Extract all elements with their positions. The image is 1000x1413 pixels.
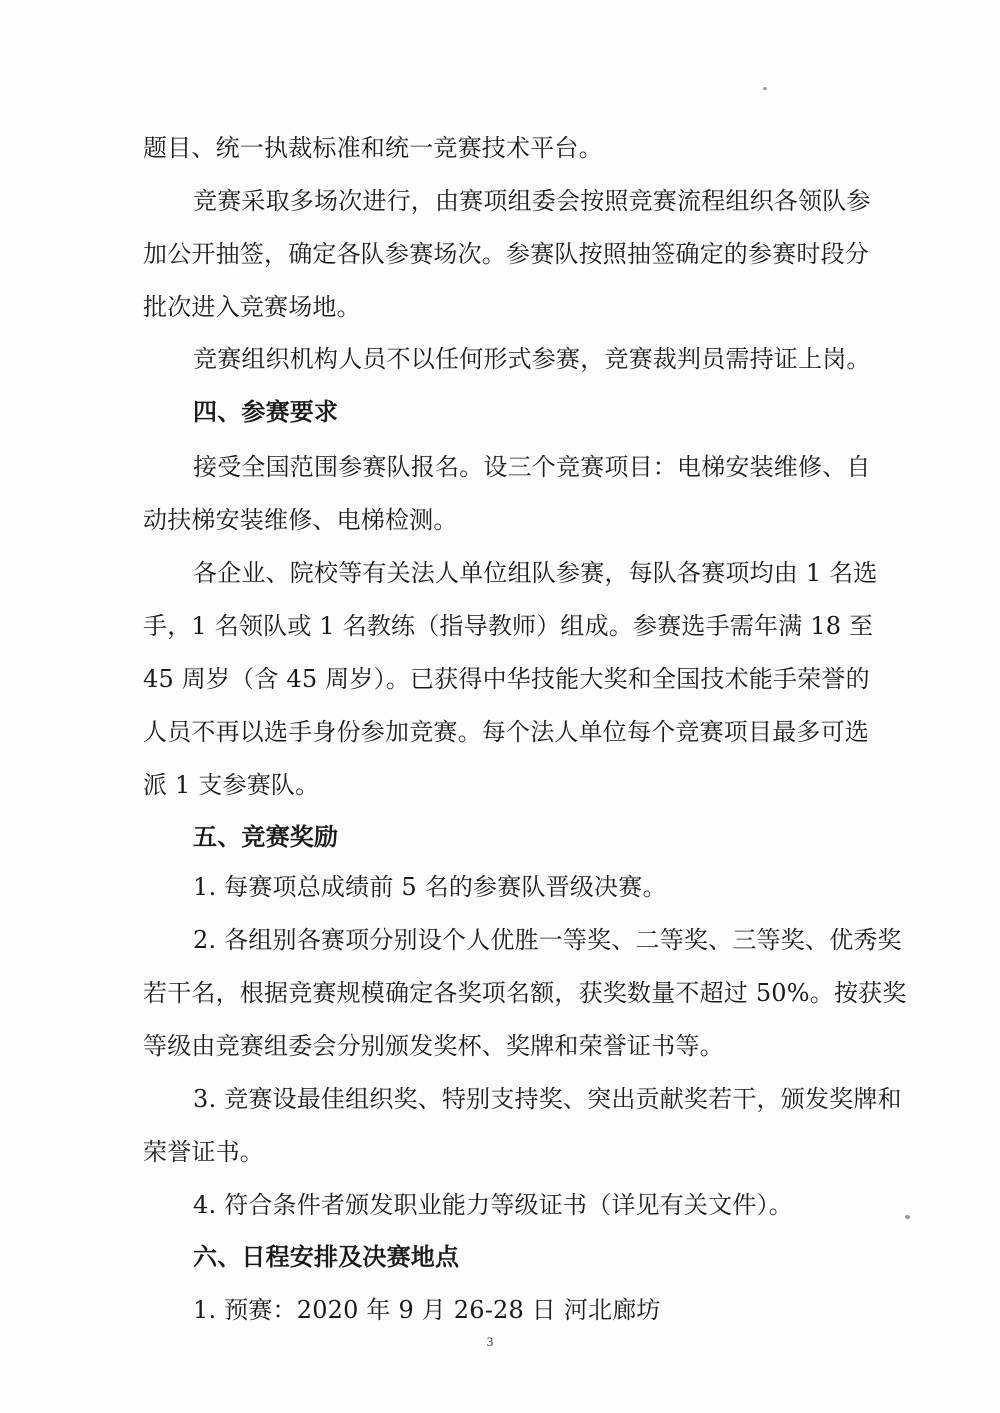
list-item: 4. 符合条件者颁发职业能力等级证书（详见有关文件）。 — [193, 1191, 793, 1219]
paragraph-line: 派 1 支参赛队。 — [143, 771, 320, 799]
paragraph-line: 加公开抽签，确定各队参赛场次。参赛队按照抽签确定的参赛时段分 — [143, 240, 869, 268]
page-number: 3 — [486, 1334, 494, 1349]
paragraph-line: 接受全国范围参赛队报名。设三个竞赛项目：电梯安装维修、自 — [193, 453, 871, 481]
scan-speck — [905, 1215, 910, 1219]
list-item: 2. 各组别各赛项分别设个人优胜一等奖、二等奖、三等奖、优秀奖 — [193, 926, 902, 954]
section-heading: 六、日程安排及决赛地点 — [193, 1243, 460, 1271]
paragraph-line: 题目、统一执裁标准和统一竞赛技术平台。 — [143, 134, 603, 162]
paragraph-line: 手，1 名领队或 1 名教练（指导教师）组成。参赛选手需年满 18 至 — [143, 612, 874, 640]
paragraph-line: 动扶梯安装维修、电梯检测。 — [143, 506, 458, 534]
section-heading: 四、参赛要求 — [193, 398, 339, 426]
list-item: 3. 竞赛设最佳组织奖、特别支持奖、突出贡献奖若干，颁发奖牌和 — [193, 1085, 902, 1113]
paragraph-line: 人员不再以选手身份参加竞赛。每个法人单位每个竞赛项目最多可选 — [143, 718, 869, 746]
list-item: 1. 每赛项总成绩前 5 名的参赛队晋级决赛。 — [193, 873, 667, 901]
paragraph-line: 竞赛组织机构人员不以任何形式参赛，竞赛裁判员需持证上岗。 — [193, 345, 871, 373]
paragraph-line: 各企业、院校等有关法人单位组队参赛，每队各赛项均由 1 名选 — [193, 559, 878, 587]
paragraph-line: 等级由竞赛组委会分别颁发奖杯、奖牌和荣誉证书等。 — [143, 1032, 724, 1060]
paragraph-line: 竞赛采取多场次进行，由赛项组委会按照竞赛流程组织各领队参 — [193, 187, 871, 215]
paragraph-line: 45 周岁（含 45 周岁）。已获得中华技能大奖和全国技术能手荣誉的 — [143, 665, 870, 693]
paragraph-line: 荣誉证书。 — [143, 1138, 264, 1166]
section-heading: 五、竞赛奖励 — [193, 823, 339, 851]
scan-speck — [763, 87, 767, 90]
list-item: 1. 预赛：2020 年 9 月 26-28 日 河北廊坊 — [193, 1296, 661, 1324]
paragraph-line: 批次进入竞赛场地。 — [143, 293, 361, 321]
paragraph-line: 若干名，根据竞赛规模确定各奖项名额，获奖数量不超过 50%。按获奖 — [143, 979, 907, 1007]
